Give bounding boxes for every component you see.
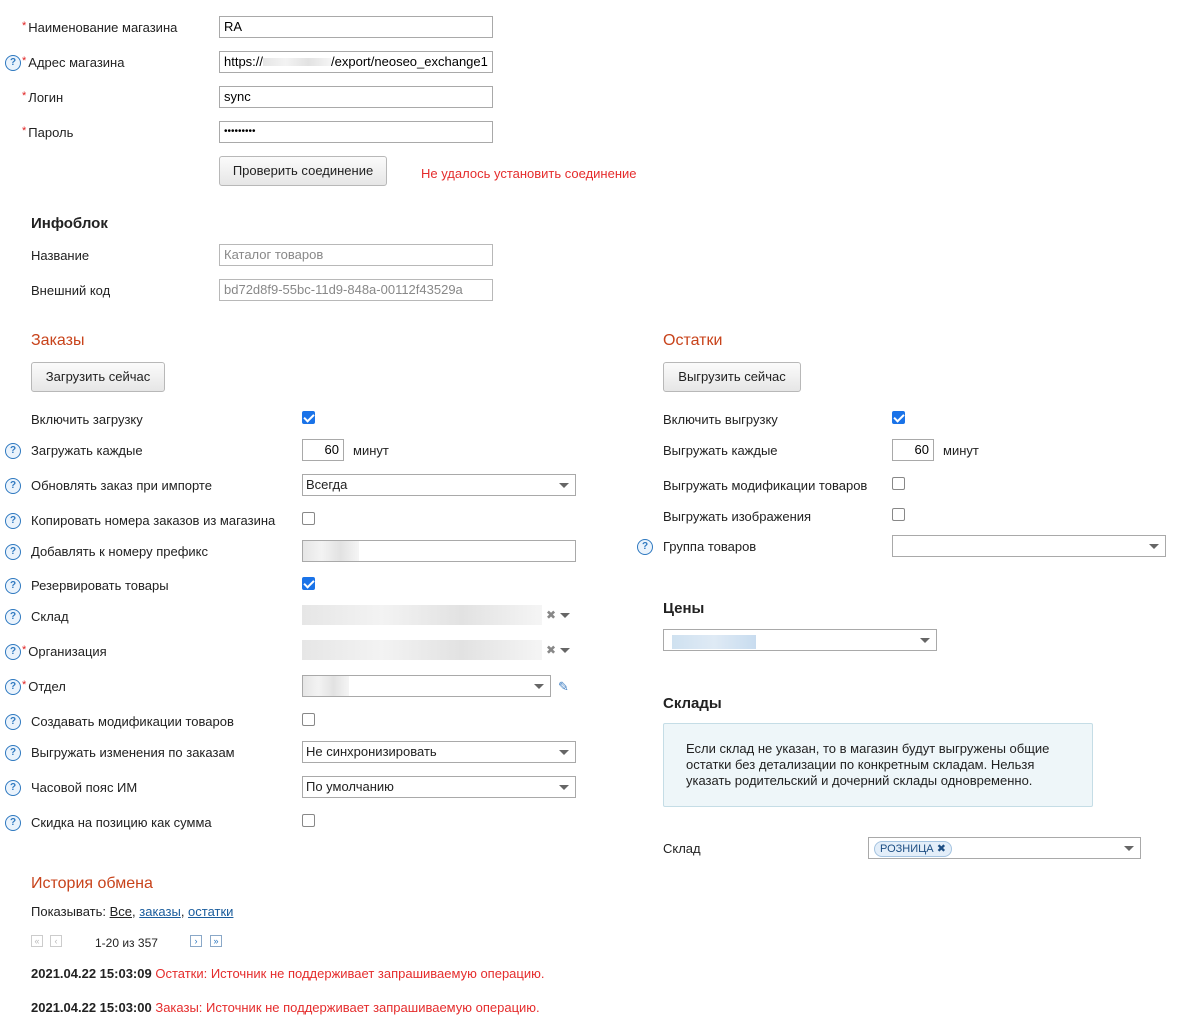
discount-checkbox[interactable]	[302, 814, 315, 827]
infoblock-heading: Инфоблок	[31, 215, 108, 232]
clear-icon[interactable]: ✖	[545, 608, 556, 622]
chevron-down-icon	[1149, 544, 1159, 549]
help-icon[interactable]: ?	[5, 513, 21, 529]
chevron-down-icon	[559, 750, 569, 755]
copy-numbers-checkbox[interactable]	[302, 512, 315, 525]
reserve-checkbox[interactable]	[302, 577, 315, 590]
stock-images-label: Выгружать изображения	[663, 509, 812, 524]
orders-interval-input[interactable]: 60	[302, 439, 344, 461]
orders-enable-label: Включить загрузку	[31, 412, 143, 427]
load-now-button[interactable]: Загрузить сейчас	[31, 362, 165, 392]
copy-numbers-label: Копировать номера заказов из магазина	[31, 513, 276, 528]
department-label: * Отдел	[22, 679, 66, 694]
orders-every-label: Загружать каждые	[31, 443, 143, 458]
help-icon[interactable]: ?	[5, 679, 21, 695]
orders-enable-checkbox[interactable]	[302, 411, 315, 424]
timezone-select[interactable]: По умолчанию	[302, 776, 576, 798]
help-icon[interactable]: ?	[5, 714, 21, 730]
stock-warehouse-select[interactable]	[868, 837, 1141, 859]
infoblock-code-label: Внешний код	[31, 283, 111, 298]
stock-warehouse-label: Склад	[663, 841, 701, 856]
create-mods-label: Создавать модификации товаров	[31, 714, 234, 729]
create-mods-checkbox[interactable]	[302, 713, 315, 726]
prefix-input[interactable]	[302, 540, 576, 562]
history-filter: Показывать: Все, заказы, остатки	[31, 904, 234, 919]
connection-status: Не удалось установить соединение	[421, 166, 637, 181]
stock-enable-checkbox[interactable]	[892, 411, 905, 424]
orders-warehouse-select[interactable]	[302, 605, 576, 627]
organization-select[interactable]	[302, 640, 576, 662]
store-address-label: * Адрес магазина	[22, 55, 125, 70]
product-group-label: Группа товаров	[663, 539, 757, 554]
orders-update-label: Обновлять заказ при импорте	[31, 478, 212, 493]
help-icon[interactable]: ?	[5, 745, 21, 761]
login-input[interactable]: sync	[219, 86, 493, 108]
help-icon[interactable]: ?	[637, 539, 653, 555]
login-label: * Логин	[22, 90, 64, 105]
reserve-label: Резервировать товары	[31, 578, 169, 593]
stock-heading: Остатки	[663, 332, 723, 349]
help-icon[interactable]: ?	[5, 544, 21, 560]
stock-images-checkbox[interactable]	[892, 508, 905, 521]
help-icon[interactable]: ?	[5, 815, 21, 831]
stock-every-label: Выгружать каждые	[663, 443, 778, 458]
filter-all-link[interactable]: Все	[109, 904, 133, 919]
edit-pencil-icon[interactable]: ✎	[558, 679, 569, 694]
help-icon[interactable]: ?	[5, 55, 21, 71]
first-page-icon[interactable]: «	[31, 935, 43, 947]
prev-page-icon[interactable]: ‹	[50, 935, 62, 947]
stock-mods-checkbox[interactable]	[892, 477, 905, 490]
orders-interval-unit: минут	[353, 443, 389, 458]
warehouse-tag: РОЗНИЦА ✖	[874, 841, 952, 857]
infoblock-name-label: Название	[31, 248, 90, 263]
chevron-down-icon	[920, 638, 930, 643]
store-name-input[interactable]: RA	[219, 16, 493, 38]
timezone-label: Часовой пояс ИМ	[31, 780, 138, 795]
check-connection-button[interactable]: Проверить соединение	[219, 156, 387, 186]
chevron-down-icon	[534, 684, 544, 689]
help-icon[interactable]: ?	[5, 780, 21, 796]
infoblock-name-input[interactable]: Каталог товаров	[219, 244, 493, 266]
infoblock-code-input[interactable]: bd72d8f9-55bc-11d9-848a-00112f43529a	[219, 279, 493, 301]
store-address-input[interactable]: https:// /export/neoseo_exchange1	[219, 51, 493, 73]
export-changes-label: Выгружать изменения по заказам	[31, 745, 235, 760]
help-icon[interactable]: ?	[5, 478, 21, 494]
help-icon[interactable]: ?	[5, 578, 21, 594]
warehouses-heading: Склады	[663, 695, 722, 712]
orders-warehouse-label: Склад	[31, 609, 69, 624]
password-input[interactable]: •••••••••	[219, 121, 493, 143]
export-changes-select[interactable]: Не синхронизировать	[302, 741, 576, 763]
chevron-down-icon	[560, 648, 570, 653]
next-page-icon[interactable]: ›	[190, 935, 202, 947]
remove-tag-icon[interactable]: ✖	[936, 843, 946, 855]
organization-label: * Организация	[22, 644, 107, 659]
help-icon[interactable]: ?	[5, 644, 21, 660]
password-label: * Пароль	[22, 125, 74, 140]
discount-label: Скидка на позицию как сумма	[31, 815, 212, 830]
stock-mods-label: Выгружать модификации товаров	[663, 478, 868, 493]
pagination-range: 1-20 из 357	[95, 936, 158, 950]
prices-heading: Цены	[663, 600, 705, 617]
history-entry: 2021.04.22 15:03:00 Заказы: Источник не поддерживает запрашиваемую операцию.	[31, 1000, 540, 1015]
help-icon[interactable]: ?	[5, 609, 21, 625]
orders-update-select[interactable]: Всегда	[302, 474, 576, 496]
warehouse-info-box: Если склад не указан, то в магазин будут выгружены общие остатки без детализации по конкретным складам. Нельзя указать родительский и дочерний склады одновременно.	[663, 723, 1093, 807]
chevron-down-icon	[559, 483, 569, 488]
history-heading: История обмена	[31, 875, 153, 892]
history-entry: 2021.04.22 15:03:09 Остатки: Источник не поддерживает запрашиваемую операцию.	[31, 966, 545, 981]
help-icon[interactable]: ?	[5, 443, 21, 459]
stock-interval-input[interactable]: 60	[892, 439, 934, 461]
department-select[interactable]	[302, 675, 551, 697]
stock-enable-label: Включить выгрузку	[663, 412, 778, 427]
product-group-select[interactable]	[892, 535, 1166, 557]
stock-interval-unit: минут	[943, 443, 979, 458]
chevron-down-icon	[560, 613, 570, 618]
filter-stock-link[interactable]: остатки	[188, 904, 234, 919]
clear-icon[interactable]: ✖	[545, 643, 556, 657]
prefix-label: Добавлять к номеру префикс	[31, 544, 208, 559]
chevron-down-icon	[1124, 846, 1134, 851]
prices-select[interactable]	[663, 629, 937, 651]
orders-heading: Заказы	[31, 332, 85, 349]
chevron-down-icon	[559, 785, 569, 790]
store-name-label: * Наименование магазина	[22, 20, 178, 35]
unload-now-button[interactable]: Выгрузить сейчас	[663, 362, 801, 392]
last-page-icon[interactable]: »	[210, 935, 222, 947]
filter-orders-link[interactable]: заказы	[139, 904, 181, 919]
